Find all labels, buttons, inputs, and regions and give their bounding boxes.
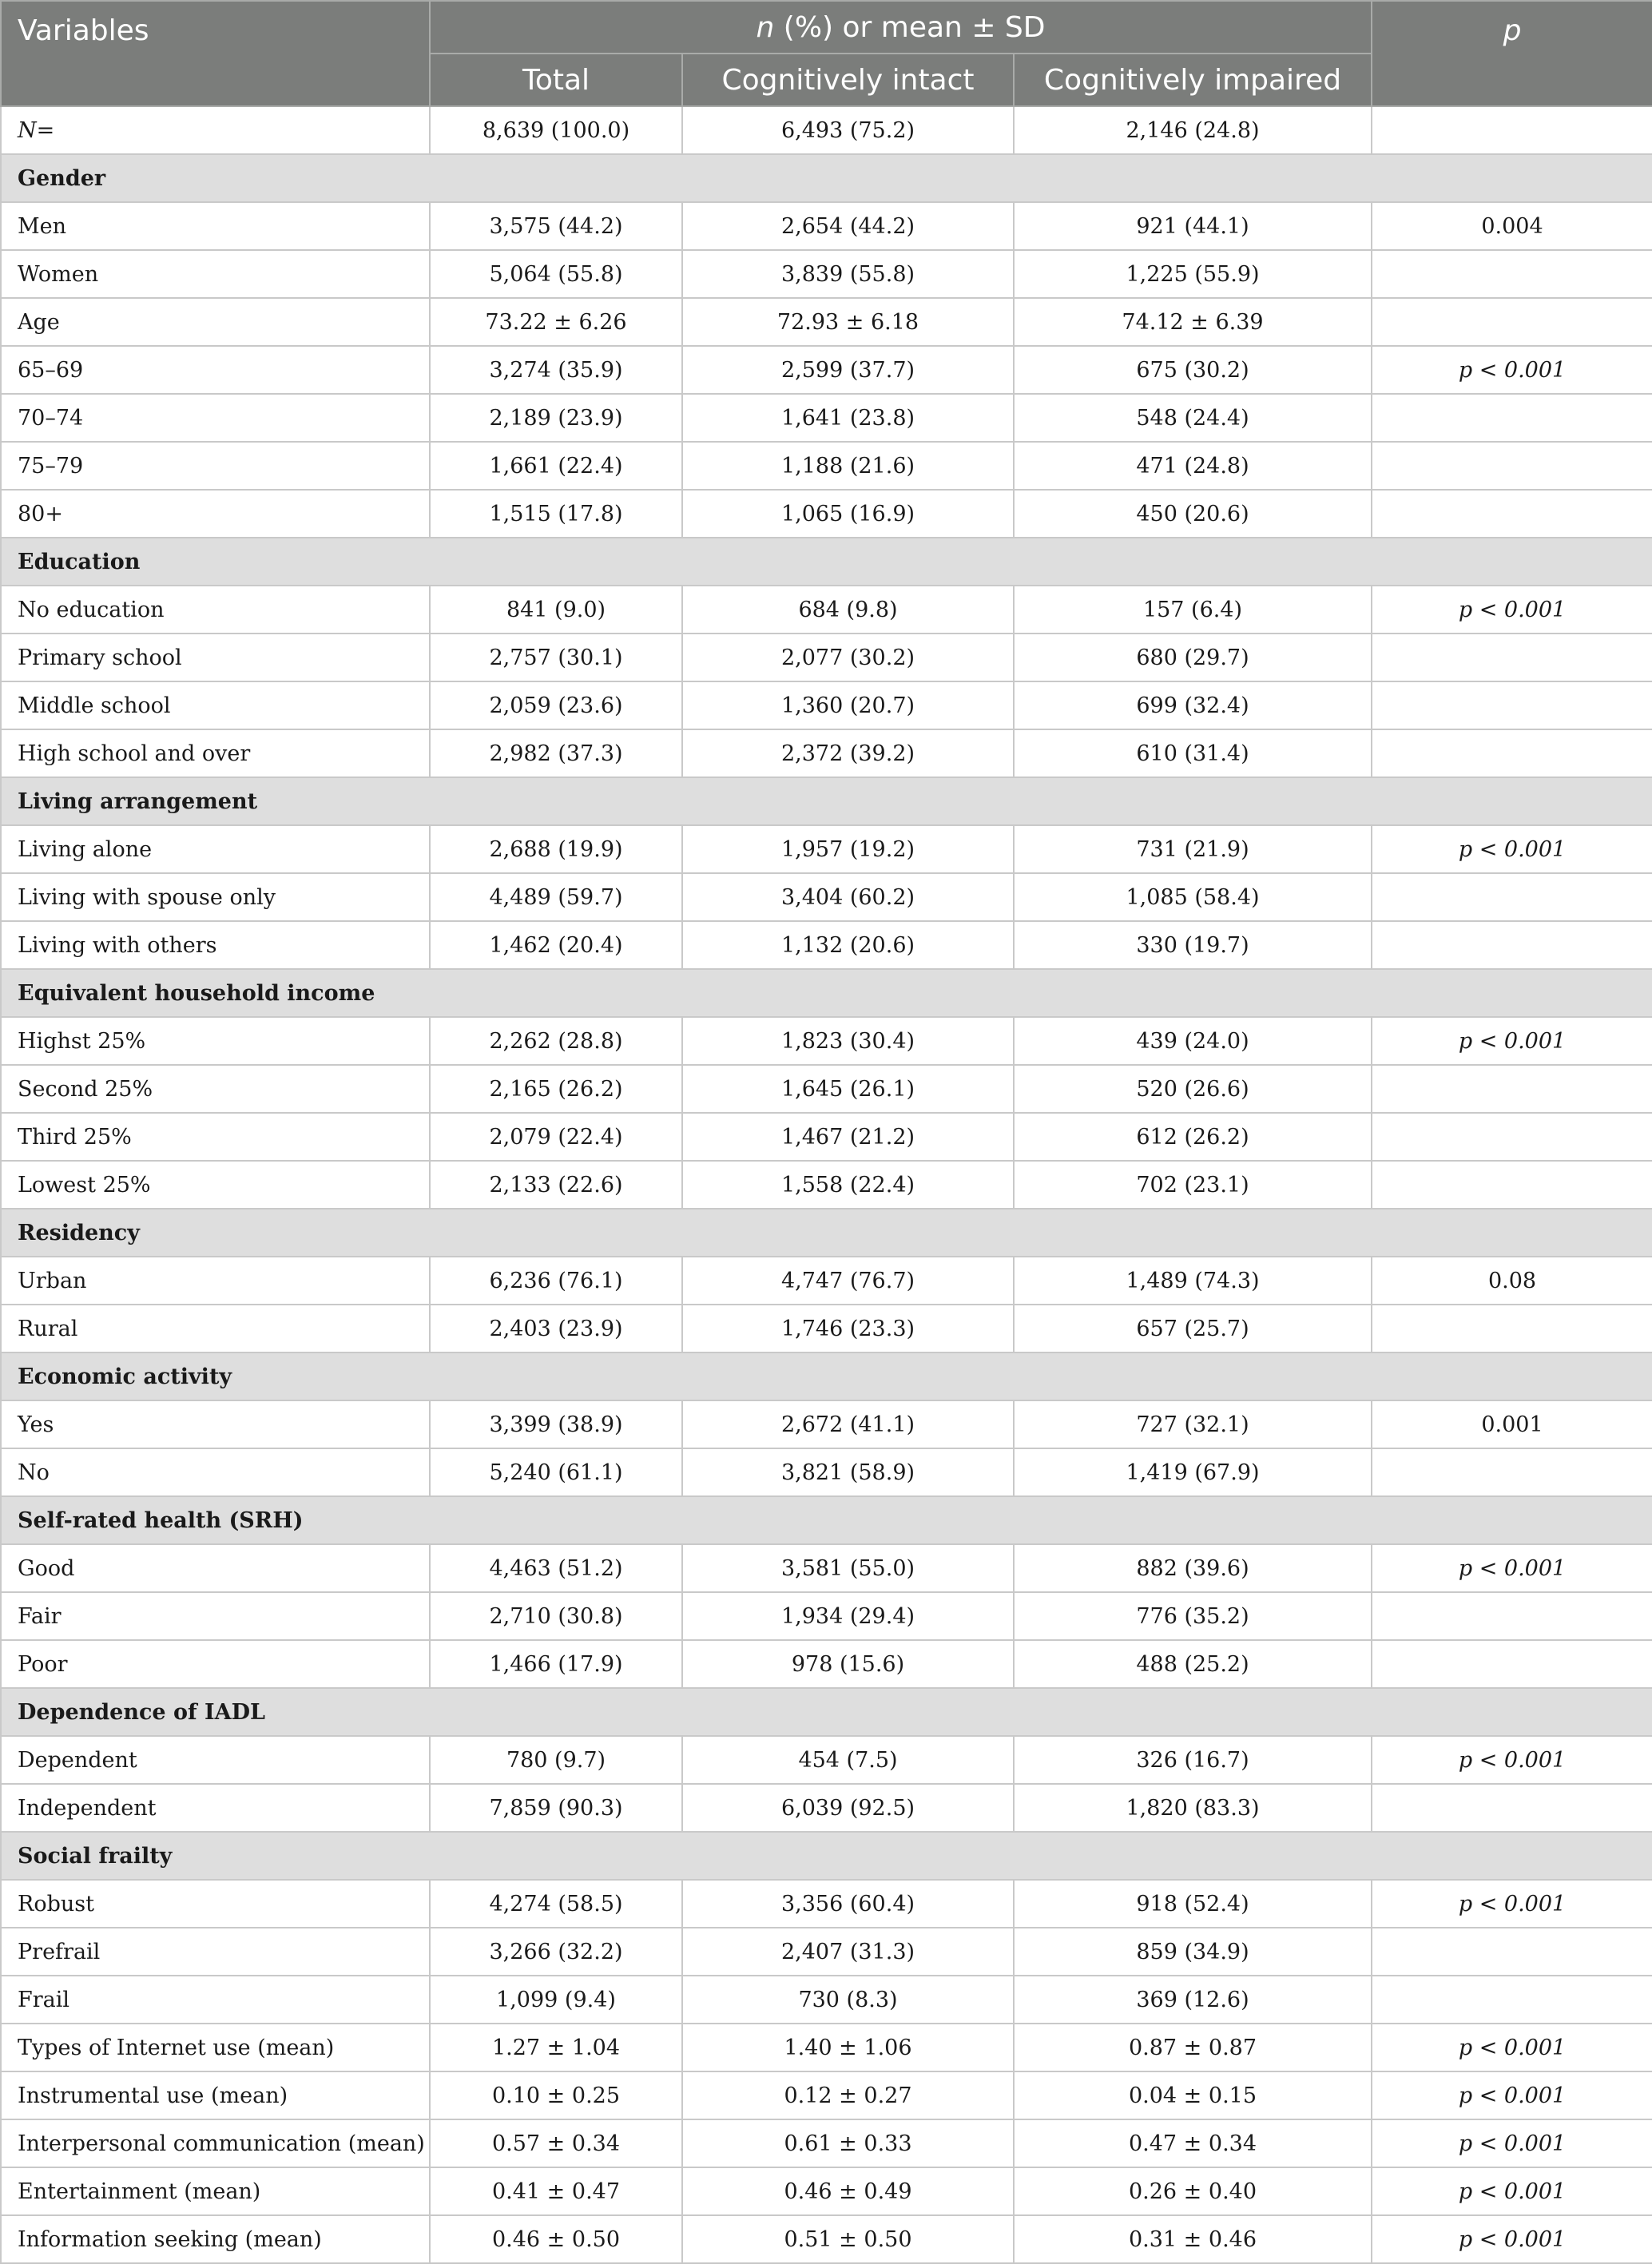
cell-impaired: 776 (35.2) bbox=[1014, 1592, 1372, 1640]
header-group bbox=[430, 1, 1372, 54]
row-label: No education bbox=[1, 586, 430, 634]
cell-p bbox=[1372, 106, 1652, 154]
table-row bbox=[1, 1065, 1652, 1113]
row-label: Information seeking (mean) bbox=[1, 2215, 430, 2263]
section-row bbox=[1, 1496, 1652, 1544]
row-label: Primary school bbox=[1, 634, 430, 681]
cell-p: p < 0.001 bbox=[1372, 2167, 1652, 2215]
section-label: Living arrangement bbox=[1, 777, 1652, 825]
cell-total: 780 (9.7) bbox=[430, 1736, 682, 1784]
row-label: Highst 25% bbox=[1, 1017, 430, 1065]
cell-p bbox=[1372, 873, 1652, 921]
row-label: Age bbox=[1, 298, 430, 346]
cell-p bbox=[1372, 1448, 1652, 1496]
section-row bbox=[1, 1209, 1652, 1257]
cell-total: 1,462 (20.4) bbox=[430, 921, 682, 969]
cell-total: 1,466 (17.9) bbox=[430, 1640, 682, 1688]
cell-intact: 0.12 ± 0.27 bbox=[682, 2071, 1014, 2119]
cell-intact: 2,599 (37.7) bbox=[682, 346, 1014, 394]
cell-intact: 3,404 (60.2) bbox=[682, 873, 1014, 921]
cell-intact: 4,747 (76.7) bbox=[682, 1257, 1014, 1305]
cell-p bbox=[1372, 1976, 1652, 2024]
section-row bbox=[1, 1832, 1652, 1880]
cell-p bbox=[1372, 442, 1652, 490]
cell-total: 1,661 (22.4) bbox=[430, 442, 682, 490]
table-row bbox=[1, 2071, 1652, 2119]
cell-impaired: 0.31 ± 0.46 bbox=[1014, 2215, 1372, 2263]
header-group-rest: (%) or mean ± SD bbox=[774, 10, 1046, 44]
cell-p bbox=[1372, 681, 1652, 729]
cell-total: 1.27 ± 1.04 bbox=[430, 2024, 682, 2071]
cell-intact: 3,356 (60.4) bbox=[682, 1880, 1014, 1928]
cell-impaired: 657 (25.7) bbox=[1014, 1305, 1372, 1352]
table-row bbox=[1, 106, 1652, 154]
row-label: Fair bbox=[1, 1592, 430, 1640]
cell-intact: 1,360 (20.7) bbox=[682, 681, 1014, 729]
cell-total: 0.41 ± 0.47 bbox=[430, 2167, 682, 2215]
cell-p: p < 0.001 bbox=[1372, 825, 1652, 873]
cell-intact: 1,823 (30.4) bbox=[682, 1017, 1014, 1065]
cell-impaired: 1,085 (58.4) bbox=[1014, 873, 1372, 921]
table-row bbox=[1, 634, 1652, 681]
section-label: Equivalent household income bbox=[1, 969, 1652, 1017]
cell-total: 8,639 (100.0) bbox=[430, 106, 682, 154]
cell-intact: 3,581 (55.0) bbox=[682, 1544, 1014, 1592]
cell-p bbox=[1372, 1305, 1652, 1352]
cell-intact: 0.46 ± 0.49 bbox=[682, 2167, 1014, 2215]
cell-total: 6,236 (76.1) bbox=[430, 1257, 682, 1305]
row-label: Prefrail bbox=[1, 1928, 430, 1976]
table-row bbox=[1, 1448, 1652, 1496]
cell-impaired: 612 (26.2) bbox=[1014, 1113, 1372, 1161]
cell-impaired: 702 (23.1) bbox=[1014, 1161, 1372, 1209]
section-row bbox=[1, 969, 1652, 1017]
cell-p bbox=[1372, 1640, 1652, 1688]
cell-p: p < 0.001 bbox=[1372, 346, 1652, 394]
cell-total: 1,099 (9.4) bbox=[430, 1976, 682, 2024]
row-label: Lowest 25% bbox=[1, 1161, 430, 1209]
cell-p: p < 0.001 bbox=[1372, 1736, 1652, 1784]
table-row bbox=[1, 1640, 1652, 1688]
table-row bbox=[1, 2119, 1652, 2167]
cell-intact: 3,839 (55.8) bbox=[682, 250, 1014, 298]
cell-impaired: 1,419 (67.9) bbox=[1014, 1448, 1372, 1496]
header-p-label: p bbox=[1503, 14, 1522, 47]
table-row bbox=[1, 1113, 1652, 1161]
cell-p bbox=[1372, 1065, 1652, 1113]
cell-intact: 730 (8.3) bbox=[682, 1976, 1014, 2024]
table-row bbox=[1, 394, 1652, 442]
cell-p: p < 0.001 bbox=[1372, 2119, 1652, 2167]
row-label: Instrumental use (mean) bbox=[1, 2071, 430, 2119]
cell-total: 0.10 ± 0.25 bbox=[430, 2071, 682, 2119]
table-row bbox=[1, 2215, 1652, 2263]
table-row bbox=[1, 1880, 1652, 1928]
cell-p: p < 0.001 bbox=[1372, 2071, 1652, 2119]
cell-intact: 2,407 (31.3) bbox=[682, 1928, 1014, 1976]
cell-total: 2,189 (23.9) bbox=[430, 394, 682, 442]
cell-total: 0.46 ± 0.50 bbox=[430, 2215, 682, 2263]
table-row bbox=[1, 1017, 1652, 1065]
row-label: Good bbox=[1, 1544, 430, 1592]
row-label: 70–74 bbox=[1, 394, 430, 442]
table-row bbox=[1, 1736, 1652, 1784]
cell-total: 3,575 (44.2) bbox=[430, 202, 682, 250]
cell-intact: 3,821 (58.9) bbox=[682, 1448, 1014, 1496]
header-p bbox=[1372, 1, 1652, 106]
row-label: 65–69 bbox=[1, 346, 430, 394]
table-row bbox=[1, 825, 1652, 873]
table-row bbox=[1, 1544, 1652, 1592]
table-row bbox=[1, 2167, 1652, 2215]
cell-impaired: 548 (24.4) bbox=[1014, 394, 1372, 442]
row-label: Middle school bbox=[1, 681, 430, 729]
section-row bbox=[1, 777, 1652, 825]
cell-p bbox=[1372, 1161, 1652, 1209]
row-label: Men bbox=[1, 202, 430, 250]
cell-impaired: 0.47 ± 0.34 bbox=[1014, 2119, 1372, 2167]
cell-intact: 978 (15.6) bbox=[682, 1640, 1014, 1688]
cell-p bbox=[1372, 1784, 1652, 1832]
cell-p: 0.004 bbox=[1372, 202, 1652, 250]
row-label: Interpersonal communication (mean) bbox=[1, 2119, 430, 2167]
cell-impaired: 921 (44.1) bbox=[1014, 202, 1372, 250]
cell-total: 2,710 (30.8) bbox=[430, 1592, 682, 1640]
cell-intact: 1,934 (29.4) bbox=[682, 1592, 1014, 1640]
table-row bbox=[1, 1257, 1652, 1305]
row-label: Third 25% bbox=[1, 1113, 430, 1161]
cell-p bbox=[1372, 490, 1652, 538]
cell-impaired: 731 (21.9) bbox=[1014, 825, 1372, 873]
cell-p bbox=[1372, 394, 1652, 442]
cell-intact: 1,065 (16.9) bbox=[682, 490, 1014, 538]
table-row bbox=[1, 346, 1652, 394]
cell-intact: 1,132 (20.6) bbox=[682, 921, 1014, 969]
cell-intact: 1,558 (22.4) bbox=[682, 1161, 1014, 1209]
cell-total: 2,982 (37.3) bbox=[430, 729, 682, 777]
row-label: Frail bbox=[1, 1976, 430, 2024]
row-label: Second 25% bbox=[1, 1065, 430, 1113]
row-label: Poor bbox=[1, 1640, 430, 1688]
cell-p: 0.001 bbox=[1372, 1400, 1652, 1448]
table-row bbox=[1, 250, 1652, 298]
cell-total: 5,240 (61.1) bbox=[430, 1448, 682, 1496]
cell-impaired: 675 (30.2) bbox=[1014, 346, 1372, 394]
cell-total: 4,274 (58.5) bbox=[430, 1880, 682, 1928]
cell-intact: 1,957 (19.2) bbox=[682, 825, 1014, 873]
cell-p: 0.08 bbox=[1372, 1257, 1652, 1305]
cell-p bbox=[1372, 1113, 1652, 1161]
row-label: 80+ bbox=[1, 490, 430, 538]
row-label: High school and over bbox=[1, 729, 430, 777]
row-label: Women bbox=[1, 250, 430, 298]
table-row bbox=[1, 1976, 1652, 2024]
cell-p: p < 0.001 bbox=[1372, 1880, 1652, 1928]
cell-intact: 1,645 (26.1) bbox=[682, 1065, 1014, 1113]
header-total: Total bbox=[430, 54, 682, 106]
cell-p: p < 0.001 bbox=[1372, 1017, 1652, 1065]
cell-impaired: 1,489 (74.3) bbox=[1014, 1257, 1372, 1305]
cell-total: 5,064 (55.8) bbox=[430, 250, 682, 298]
cell-total: 2,079 (22.4) bbox=[430, 1113, 682, 1161]
table-row bbox=[1, 202, 1652, 250]
cell-p bbox=[1372, 921, 1652, 969]
cell-intact: 2,077 (30.2) bbox=[682, 634, 1014, 681]
section-label: Social frailty bbox=[1, 1832, 1652, 1880]
cell-intact: 0.61 ± 0.33 bbox=[682, 2119, 1014, 2167]
table-row bbox=[1, 729, 1652, 777]
table-row bbox=[1, 2024, 1652, 2071]
cell-impaired: 859 (34.9) bbox=[1014, 1928, 1372, 1976]
cell-intact: 6,039 (92.5) bbox=[682, 1784, 1014, 1832]
cell-impaired: 699 (32.4) bbox=[1014, 681, 1372, 729]
cell-total: 2,688 (19.9) bbox=[430, 825, 682, 873]
row-label: Living with spouse only bbox=[1, 873, 430, 921]
table-row bbox=[1, 873, 1652, 921]
row-label: Types of Internet use (mean) bbox=[1, 2024, 430, 2071]
row-label: No bbox=[1, 1448, 430, 1496]
table-row bbox=[1, 921, 1652, 969]
section-label: Economic activity bbox=[1, 1352, 1652, 1400]
table-row bbox=[1, 298, 1652, 346]
header-intact: Cognitively intact bbox=[682, 54, 1014, 106]
row-label: Dependent bbox=[1, 1736, 430, 1784]
section-label: Gender bbox=[1, 154, 1652, 202]
table-row bbox=[1, 1305, 1652, 1352]
cell-total: 3,266 (32.2) bbox=[430, 1928, 682, 1976]
cell-intact: 1,188 (21.6) bbox=[682, 442, 1014, 490]
cell-p bbox=[1372, 1592, 1652, 1640]
cell-impaired: 520 (26.6) bbox=[1014, 1065, 1372, 1113]
cell-total: 2,403 (23.9) bbox=[430, 1305, 682, 1352]
section-row bbox=[1, 538, 1652, 586]
table-header bbox=[1, 1, 1652, 106]
cell-intact: 684 (9.8) bbox=[682, 586, 1014, 634]
cell-intact: 2,654 (44.2) bbox=[682, 202, 1014, 250]
cell-total: 3,399 (38.9) bbox=[430, 1400, 682, 1448]
cell-intact: 2,672 (41.1) bbox=[682, 1400, 1014, 1448]
cell-impaired: 326 (16.7) bbox=[1014, 1736, 1372, 1784]
cell-impaired: 0.04 ± 0.15 bbox=[1014, 2071, 1372, 2119]
cell-impaired: 0.26 ± 0.40 bbox=[1014, 2167, 1372, 2215]
section-row bbox=[1, 154, 1652, 202]
cell-impaired: 610 (31.4) bbox=[1014, 729, 1372, 777]
row-label: Entertainment (mean) bbox=[1, 2167, 430, 2215]
row-label: N= bbox=[1, 106, 430, 154]
cell-impaired: 727 (32.1) bbox=[1014, 1400, 1372, 1448]
cell-total: 4,489 (59.7) bbox=[430, 873, 682, 921]
cell-impaired: 157 (6.4) bbox=[1014, 586, 1372, 634]
cell-impaired: 882 (39.6) bbox=[1014, 1544, 1372, 1592]
table-row bbox=[1, 442, 1652, 490]
row-label: Rural bbox=[1, 1305, 430, 1352]
cell-total: 73.22 ± 6.26 bbox=[430, 298, 682, 346]
cell-p bbox=[1372, 298, 1652, 346]
cell-total: 4,463 (51.2) bbox=[430, 1544, 682, 1592]
header-impaired: Cognitively impaired bbox=[1014, 54, 1372, 106]
cell-impaired: 439 (24.0) bbox=[1014, 1017, 1372, 1065]
cell-impaired: 1,225 (55.9) bbox=[1014, 250, 1372, 298]
cell-impaired: 74.12 ± 6.39 bbox=[1014, 298, 1372, 346]
cell-intact: 1.40 ± 1.06 bbox=[682, 2024, 1014, 2071]
cell-total: 841 (9.0) bbox=[430, 586, 682, 634]
section-row bbox=[1, 1688, 1652, 1736]
cell-p bbox=[1372, 634, 1652, 681]
cell-total: 2,262 (28.8) bbox=[430, 1017, 682, 1065]
cell-impaired: 488 (25.2) bbox=[1014, 1640, 1372, 1688]
cell-impaired: 450 (20.6) bbox=[1014, 490, 1372, 538]
row-label: 75–79 bbox=[1, 442, 430, 490]
table-row bbox=[1, 1400, 1652, 1448]
table-row bbox=[1, 490, 1652, 538]
cell-total: 2,059 (23.6) bbox=[430, 681, 682, 729]
header-variables: Variables bbox=[1, 1, 430, 106]
cell-intact: 0.51 ± 0.50 bbox=[682, 2215, 1014, 2263]
row-label: Robust bbox=[1, 1880, 430, 1928]
table-row bbox=[1, 681, 1652, 729]
table-row bbox=[1, 1592, 1652, 1640]
cell-intact: 1,746 (23.3) bbox=[682, 1305, 1014, 1352]
cell-impaired: 330 (19.7) bbox=[1014, 921, 1372, 969]
row-label: Living with others bbox=[1, 921, 430, 969]
cell-total: 0.57 ± 0.34 bbox=[430, 2119, 682, 2167]
cell-total: 7,859 (90.3) bbox=[430, 1784, 682, 1832]
cell-p: p < 0.001 bbox=[1372, 2024, 1652, 2071]
cell-intact: 6,493 (75.2) bbox=[682, 106, 1014, 154]
cell-impaired: 369 (12.6) bbox=[1014, 1976, 1372, 2024]
row-label: Urban bbox=[1, 1257, 430, 1305]
cell-p: p < 0.001 bbox=[1372, 1544, 1652, 1592]
table-row bbox=[1, 1161, 1652, 1209]
row-label: Independent bbox=[1, 1784, 430, 1832]
cell-p bbox=[1372, 729, 1652, 777]
cell-intact: 454 (7.5) bbox=[682, 1736, 1014, 1784]
section-label: Education bbox=[1, 538, 1652, 586]
header-group-n: n bbox=[756, 10, 775, 44]
cell-total: 2,133 (22.6) bbox=[430, 1161, 682, 1209]
cell-impaired: 918 (52.4) bbox=[1014, 1880, 1372, 1928]
cell-intact: 72.93 ± 6.18 bbox=[682, 298, 1014, 346]
section-label: Residency bbox=[1, 1209, 1652, 1257]
cell-total: 2,757 (30.1) bbox=[430, 634, 682, 681]
table-row bbox=[1, 586, 1652, 634]
cell-intact: 1,467 (21.2) bbox=[682, 1113, 1014, 1161]
table-body bbox=[1, 106, 1652, 2263]
cell-impaired: 0.87 ± 0.87 bbox=[1014, 2024, 1372, 2071]
section-row bbox=[1, 1352, 1652, 1400]
cell-total: 2,165 (26.2) bbox=[430, 1065, 682, 1113]
cell-impaired: 1,820 (83.3) bbox=[1014, 1784, 1372, 1832]
section-label: Dependence of IADL bbox=[1, 1688, 1652, 1736]
cell-impaired: 2,146 (24.8) bbox=[1014, 106, 1372, 154]
row-label: Living alone bbox=[1, 825, 430, 873]
cell-total: 3,274 (35.9) bbox=[430, 346, 682, 394]
cell-p: p < 0.001 bbox=[1372, 2215, 1652, 2263]
section-label: Self-rated health (SRH) bbox=[1, 1496, 1652, 1544]
cell-impaired: 471 (24.8) bbox=[1014, 442, 1372, 490]
table-row bbox=[1, 1784, 1652, 1832]
cell-intact: 1,641 (23.8) bbox=[682, 394, 1014, 442]
cell-total: 1,515 (17.8) bbox=[430, 490, 682, 538]
row-label: Yes bbox=[1, 1400, 430, 1448]
cell-intact: 2,372 (39.2) bbox=[682, 729, 1014, 777]
cell-p bbox=[1372, 250, 1652, 298]
table-row bbox=[1, 1928, 1652, 1976]
cell-impaired: 680 (29.7) bbox=[1014, 634, 1372, 681]
cell-p bbox=[1372, 1928, 1652, 1976]
cell-p: p < 0.001 bbox=[1372, 586, 1652, 634]
